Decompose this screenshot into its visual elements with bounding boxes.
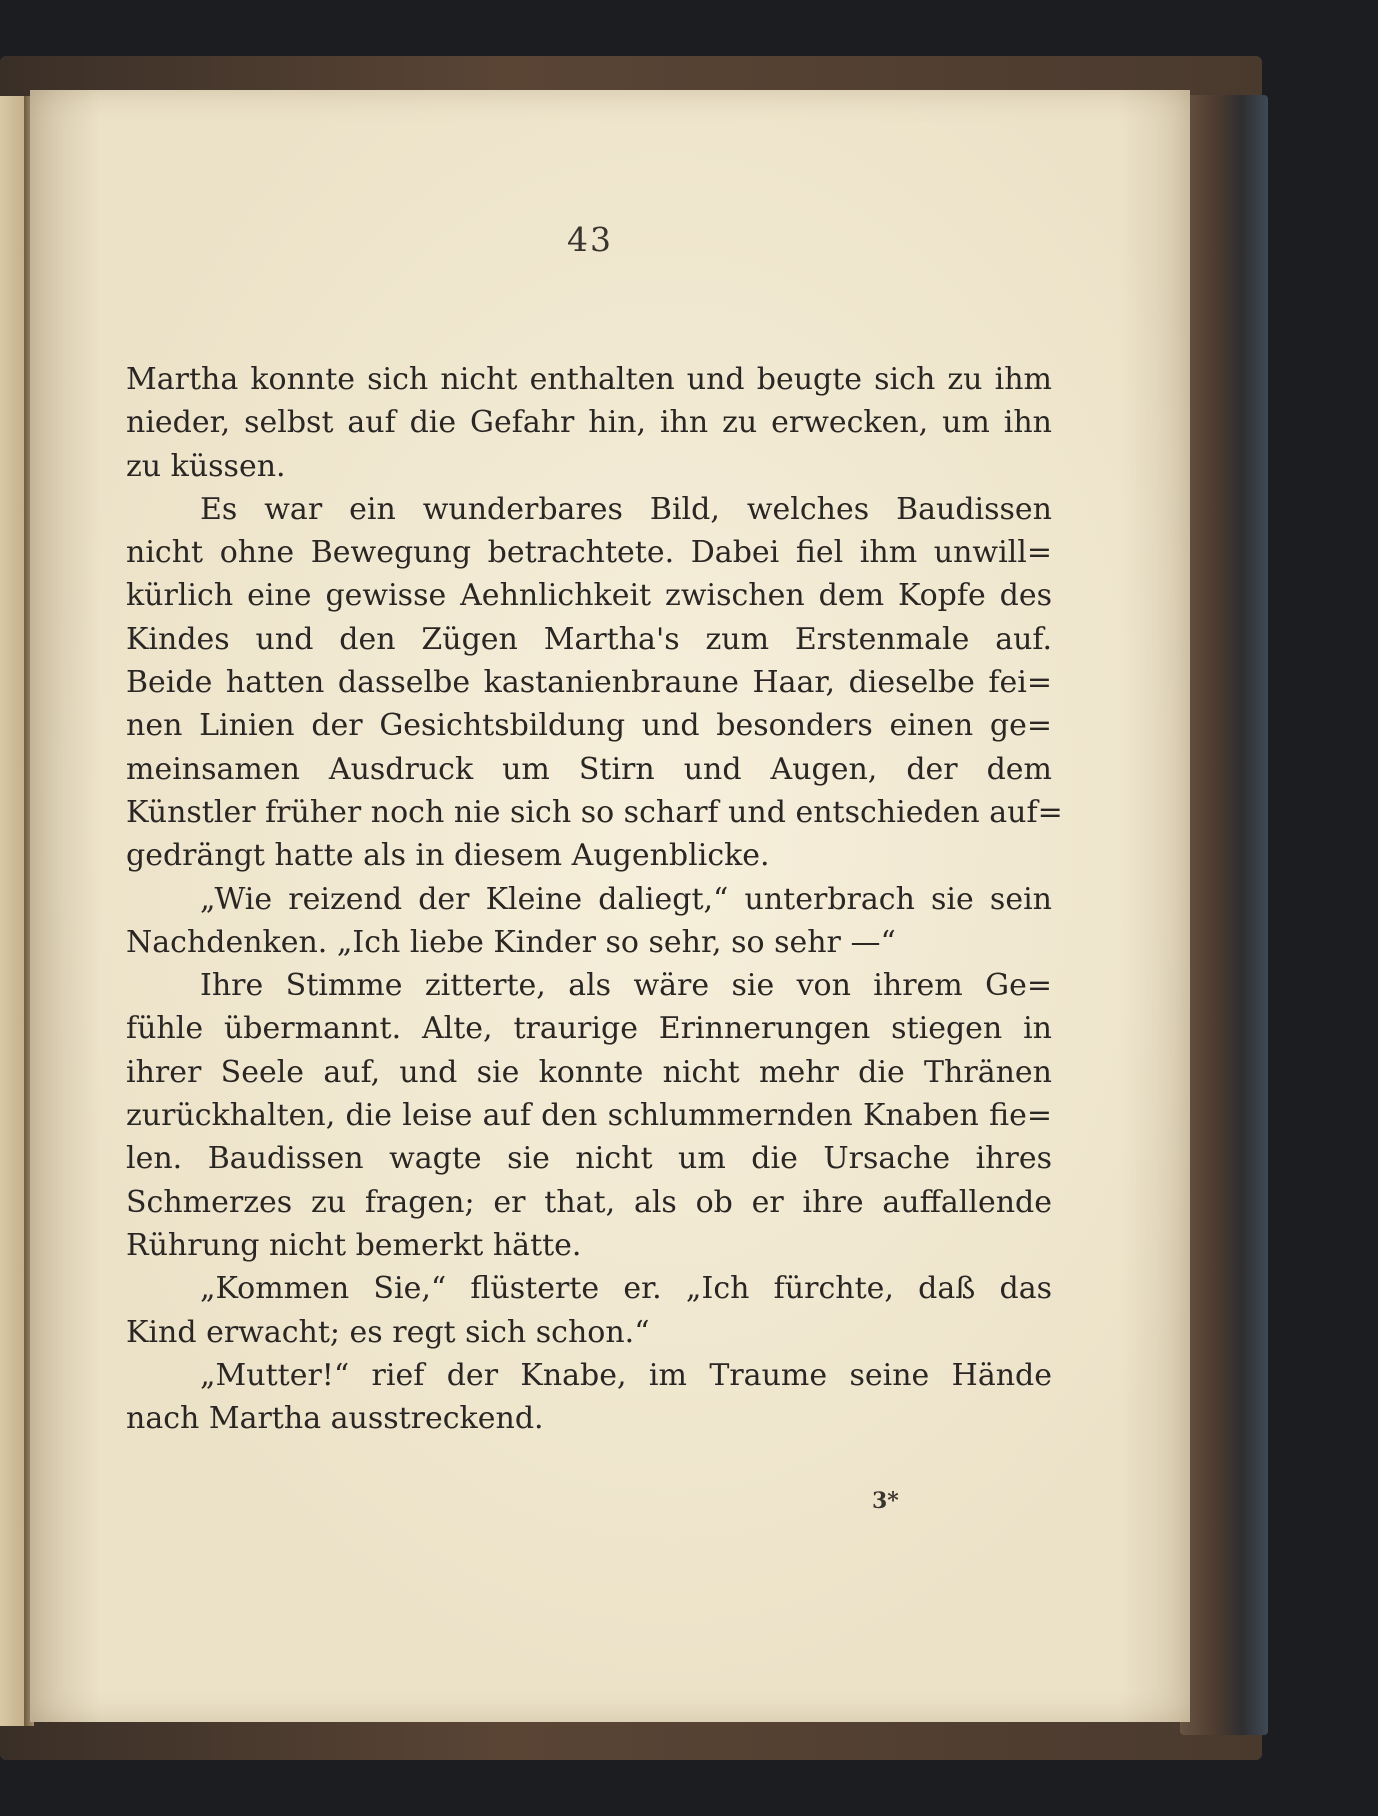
text-line: Ihre Stimme zitterte, als wäre sie von ihrem Ge=	[200, 968, 1052, 1004]
text-line: Kindes und den Zügen Martha's zum Erstenmale auf.	[126, 621, 1052, 657]
text-line: nach Martha ausstreckend.	[126, 1401, 544, 1437]
text-line: len. Baudissen wagte sie nicht um die Ursache ihres	[126, 1141, 1052, 1177]
text-line: Beide hatten dasselbe kastanienbraune Haar, dieselbe fei=	[126, 665, 1052, 701]
text-line: Künstler früher noch nie sich so scharf und entschieden auf=	[126, 794, 1063, 830]
text-line: zu küssen.	[126, 448, 286, 484]
text-line: Schmerzes zu fragen; er that, als ob er ihre auffallende	[126, 1184, 1052, 1220]
text-line: kürlich eine gewisse Aehnlichkeit zwischen dem Kopfe des	[126, 578, 1052, 614]
text-line: zurückhalten, die leise auf den schlummernden Knaben fie=	[126, 1098, 1052, 1134]
text-line: nen Linien der Gesichtsbildung und besonders einen ge=	[126, 708, 1052, 744]
text-line: nicht ohne Bewegung betrachtete. Dabei fiel ihm unwill=	[126, 535, 1052, 571]
text-line: „Mutter!“ rief der Knabe, im Traume seine Hände	[200, 1357, 1052, 1393]
text-line: Nachdenken. „Ich liebe Kinder so sehr, so sehr —“	[126, 924, 896, 960]
page-number: 43	[567, 220, 613, 259]
book-page	[30, 90, 1190, 1722]
text-line: „Wie reizend der Kleine daliegt,“ unterbrach sie sein	[200, 881, 1052, 917]
page-body-text	[126, 358, 1063, 1440]
text-line: Es war ein wunderbares Bild, welches Baudissen	[200, 491, 1052, 527]
text-line: fühle übermannt. Alte, traurige Erinnerungen stiegen in	[126, 1011, 1052, 1047]
text-line: ihrer Seele auf, und sie konnte nicht mehr die Thränen	[126, 1054, 1052, 1090]
text-line: Martha konnte sich nicht enthalten und beugte sich zu ihm	[126, 362, 1052, 397]
text-line: nieder, selbst auf die Gefahr hin, ihn zu erwecken, um ihn	[126, 405, 1052, 441]
text-line: Kind erwacht; es regt sich schon.“	[126, 1314, 650, 1350]
text-line: „Kommen Sie,“ flüsterte er. „Ich fürchte, daß das	[200, 1271, 1052, 1307]
book-cover-edge	[1180, 95, 1268, 1735]
printer-signature-mark: 3*	[872, 1488, 899, 1514]
text-line: gedrängt hatte als in diesem Augenblicke.	[126, 838, 770, 874]
text-line: meinsamen Ausdruck um Stirn und Augen, der dem	[126, 751, 1052, 787]
text-line: Rührung nicht bemerkt hätte.	[126, 1227, 582, 1263]
